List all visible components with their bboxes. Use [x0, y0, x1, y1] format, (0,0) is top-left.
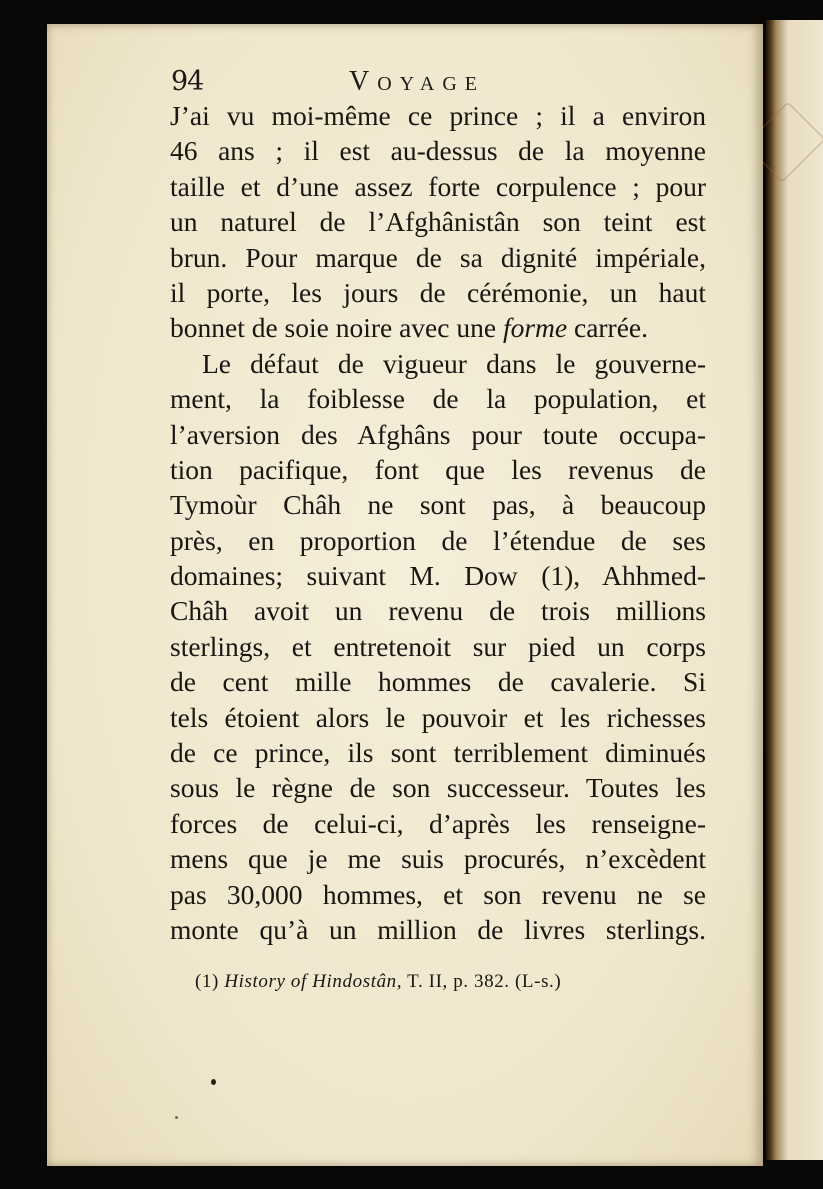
text-line: taille et d’une assez forte corpulence ; pour — [170, 170, 706, 202]
footnote — [195, 971, 715, 993]
text-line: Tymoùr Châh ne sont pas, à beaucoup — [170, 489, 706, 521]
text-line: tels étoient alors le pouvoir et les richesses — [170, 701, 706, 733]
page-number: 94 — [171, 66, 204, 97]
running-title: Voyage — [349, 66, 485, 97]
footnote-marker: (1) — [195, 971, 219, 992]
text-line: 46 ans ; il est au-dessus de la moyenne — [170, 135, 706, 167]
text-line: tion pacifique, font que les revenus de — [170, 453, 706, 485]
text-line-indented: Le défaut de vigueur dans le gouverne- — [202, 347, 706, 379]
text-line-paragraph-end — [170, 310, 706, 345]
text-line: J’ai vu moi-même ce prince ; il a environ — [170, 100, 706, 131]
text-line: brun. Pour marque de sa dignité impériale, — [170, 241, 706, 273]
text-fragment: bonnet de soie noire avec une — [170, 312, 497, 344]
text-line: domaines; suivant M. Dow (1), Ahhmed- — [170, 560, 706, 592]
text-line: forces de celui-ci, d’après les renseigne- — [170, 807, 706, 839]
text-line: pas 30,000 hommes, et son revenu ne se — [170, 878, 706, 910]
facing-page-edge — [766, 20, 823, 1160]
text-line: monte qu’à un million de livres sterlings. — [170, 913, 706, 945]
text-line: ment, la foiblesse de la population, et — [170, 383, 706, 415]
body-text — [170, 98, 706, 947]
footnote-title: History of Hindostân, — [224, 971, 403, 992]
text-line: sous le règne de son successeur. Toutes les — [170, 772, 706, 804]
text-fragment: carrée. — [573, 312, 648, 344]
spine-shadow — [766, 20, 776, 1160]
text-line: mens que je me suis procurés, n’excèdent — [170, 843, 706, 875]
ink-speck — [175, 1116, 178, 1119]
text-line: près, en proportion de l’étendue de ses — [170, 524, 706, 556]
text-line: de ce prince, ils sont terriblement diminués — [170, 737, 706, 769]
footnote-citation: T. II, p. 382. (L-s.) — [407, 971, 562, 992]
text-line: l’aversion des Afghâns pour toute occupa- — [170, 418, 706, 450]
italic-word: forme — [502, 312, 568, 344]
text-line: sterlings, et entretenoit sur pied un corps — [170, 630, 706, 662]
book-page — [47, 24, 763, 1166]
text-line: Châh avoit un revenu de trois millions — [170, 595, 706, 627]
ink-speck — [211, 1079, 216, 1085]
text-line: de cent mille hommes de cavalerie. Si — [170, 666, 706, 698]
text-line: il porte, les jours de cérémonie, un haut — [170, 276, 706, 308]
text-line: un naturel de l’Afghânistân son teint est — [170, 206, 706, 238]
